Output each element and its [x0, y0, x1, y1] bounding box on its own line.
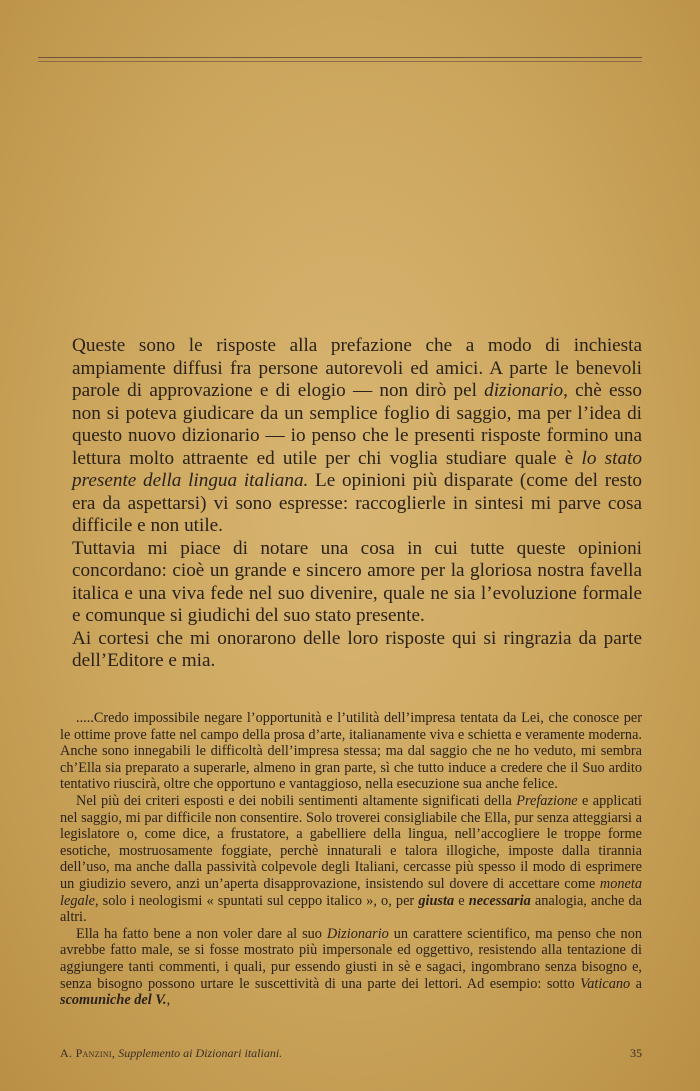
text-run: Ella ha fatto bene a non voler dare al suo — [76, 925, 327, 942]
text-run: , chè esso non si poteva giudicare da un semplice foglio di saggio, ma per l’idea di questo nuovo dizionario — io penso che le presenti risposte formino una lettura molto attraente ed utile per chi voglia studiare quale è — [72, 380, 642, 469]
text-run: analogia, anche da altri. — [60, 892, 642, 926]
response-notes — [60, 710, 642, 1009]
main-text — [72, 335, 642, 673]
note-paragraph-2 — [60, 793, 642, 926]
page-number: 35 — [630, 1046, 642, 1060]
italic-run: Prefazione — [516, 792, 578, 809]
note-paragraph-1 — [60, 710, 642, 793]
page-footer — [60, 1046, 642, 1061]
footer-citation — [60, 1046, 282, 1061]
italic-run: dizionario — [484, 380, 564, 401]
top-rule — [38, 57, 642, 58]
text-run: e — [454, 892, 469, 909]
top-rule-thin — [38, 61, 642, 62]
text-run: Queste sono le risposte alla prefazione che a modo di inchiesta ampiamente diffusi fra persone autorevoli ed amici. A parte le benevoli parole di approvazione e di elogio — non dirò pel — [72, 335, 642, 401]
footer-author: A. Panzini, — [60, 1046, 116, 1060]
text-run: Nel più dei criteri esposti e dei nobili sentimenti altamente significati della — [76, 792, 517, 809]
note-paragraph-3 — [60, 926, 642, 1009]
italic-run: moneta legale — [60, 875, 642, 909]
bold-italic-run: scomuniche del V. — [60, 992, 167, 1009]
paragraph-1 — [72, 335, 642, 538]
bold-italic-run: giusta — [418, 892, 455, 909]
italic-run: lo stato presente della lingua italiana. — [72, 447, 642, 491]
italic-run: Vaticano — [580, 975, 631, 992]
text-run: .....Credo impossibile negare l’opportunità e l’utilità dell’impresa tentata da Lei, che conosce per le ottime prove fatte nel campo della prosa d’arte, italianamente viva e schietta e veramente moderna. Anche sono innegabili le difficoltà dell’impresa stessa; ma dal saggio che ne ho veduto, mi sembra ch’Ella sia preparato a superarle, almeno in gran parte, sì che tutto induce a credere che il Suo ardito tentativo riuscirà, oltre che opportuno e vantaggioso, nella esecuzione sua anche felice. — [60, 710, 642, 793]
text-run: Ai cortesi che mi onorarono delle loro risposte qui si ringrazia da parte dell’Editore e mia. — [72, 627, 642, 671]
footer-title: Supplemento ai Dizionari italiani. — [118, 1046, 283, 1060]
bold-italic-run: necessaria — [468, 892, 531, 909]
italic-run: Dizionario — [326, 925, 389, 942]
text-run: e applicati nel saggio, mi par difficile non consentire. Solo troverei consigliabile che Ella, pur senza atteggiarsi a legislatore o, come dice, a frustatore, a gabelliere della lingua, nell’accogliere le troppe forme esotiche, mostruosamente foggiate, perchè innaturali e talora illogiche, imposte dalla tirannia dell’uso, ma anche dalla passività colpevole degli Italiani, cercasse più spesso il modo di esprimere un giudizio severo, anzi un’aperta disapprovazione, insistendo sul dovere di accettare come — [60, 792, 642, 892]
text-run: , solo i neologismi « spuntati sul ceppo italico », o, per — [94, 892, 419, 909]
text-run: , — [166, 992, 171, 1009]
text-run: un carattere scientifico, ma penso che non avrebbe fatto male, se si fosse mostrato più impersonale ed oggettivo, resistendo alla tentazione di aggiungere tanti commenti, i quali, pur essendo giusti in sè e sagaci, ingombrano senza bisogno e, senza bisogno possono urtare le suscettività di una parte dei lettori. Ad esempio: sotto — [60, 925, 642, 992]
text-run: Tuttavia mi piace di notare una cosa in cui tutte queste opinioni concordano: cioè un grande e sincero amore per la gloriosa nostra favella italica e una viva fede nel suo divenire, quale ne sia l’evoluzione formale e comunque si giudichi del suo stato presente. — [72, 537, 642, 626]
text-run: a — [630, 975, 642, 992]
text-run: Le opinioni più disparate (come del resto era da aspettarsi) vi sono espresse: raccoglierle in sintesi mi parve cosa difficile e non utile. — [72, 470, 643, 536]
paragraph-2 — [72, 538, 642, 628]
paragraph-3 — [72, 628, 642, 673]
